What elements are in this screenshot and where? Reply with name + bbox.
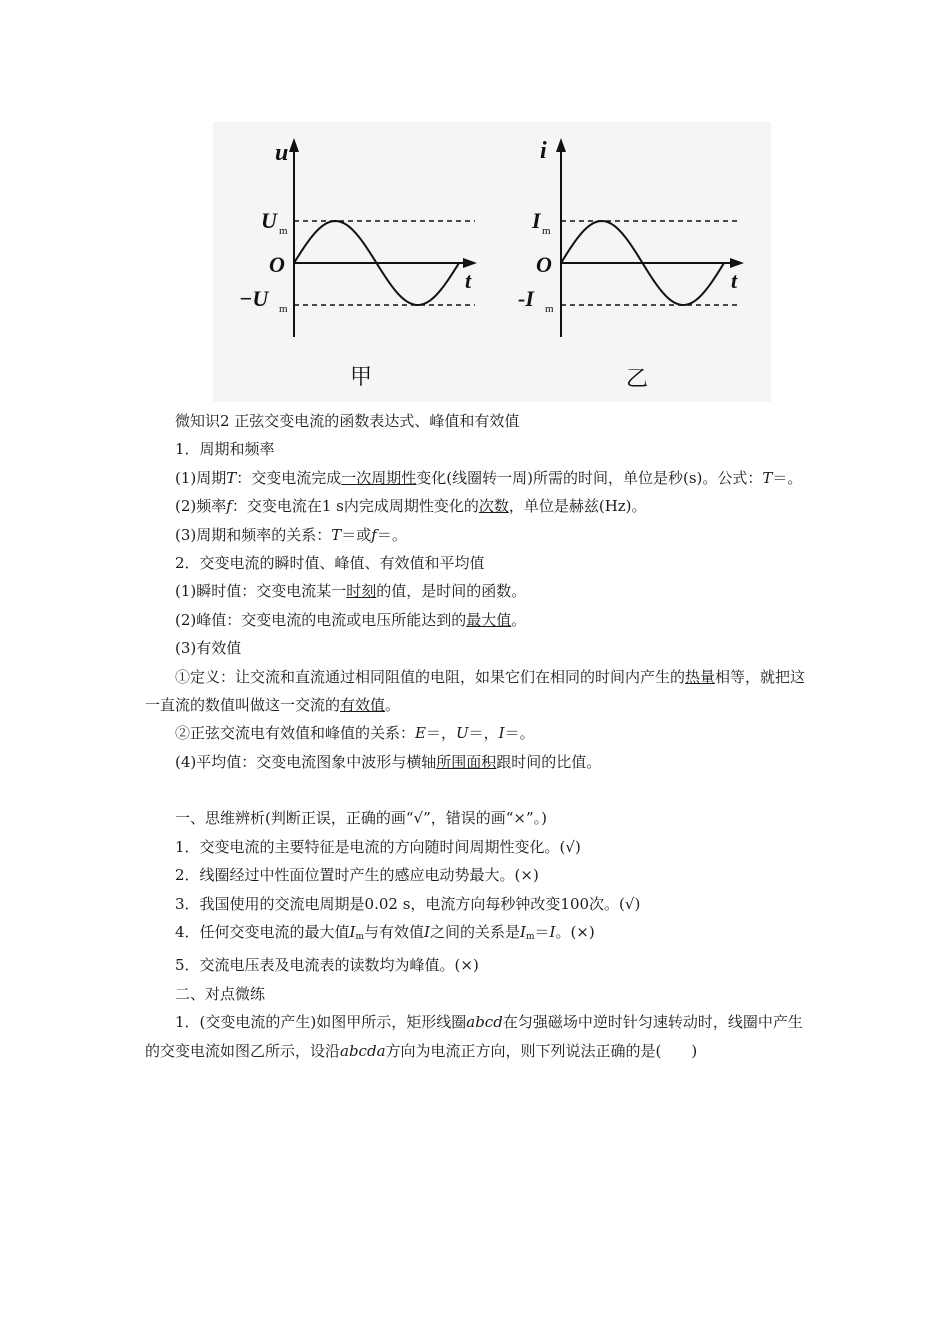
x-axis-label: t [731, 268, 738, 293]
graphs-svg [213, 122, 771, 402]
para-sine-relation: ②正弦交流电有效值和峰值的关系：E＝，U＝，I＝。 [175, 724, 535, 743]
peak-label-sub: m [542, 225, 551, 237]
heading-practice: 二、对点微练 [175, 984, 266, 1003]
x-axis-label: t [465, 268, 472, 293]
practice-question-1: 1．(交变电流的产生)如图甲所示，矩形线圈abcd在匀强磁场中逆时针匀速转动时，线圈中产生的交变电流如图乙所示，设沿abcda方向为电流正方向，则下列说法正确的是( ) [145, 1013, 803, 1060]
heading-judgement: 一、思维辨析(判断正误，正确的画“√”，错误的画“×”。) [175, 809, 548, 828]
y-axis-arrow [289, 138, 299, 152]
y-axis-arrow [556, 138, 566, 152]
para-peak: (2)峰值：交变电流的电流或电压所能达到的最大值。 [175, 610, 527, 629]
para-average: (4)平均值：交变电流图象中波形与横轴所围面积跟时间的比值。 [175, 752, 602, 771]
judgement-item-4: 4．任何交变电流的最大值$I_m$与有效值I之间的关系是$I_m=I$。(×) [175, 922, 595, 942]
para-effective: (3)有效值 [175, 639, 242, 658]
judgement-item-2: 2．线圈经过中性面位置时产生的感应电动势最大。(×) [175, 866, 539, 885]
x-axis-arrow [463, 258, 477, 268]
judgement-item-1: 1．交变电流的主要特征是电流的方向随时间周期性变化。(√) [175, 837, 581, 856]
neg-peak-label-sub: m [545, 303, 554, 315]
graph-yi [518, 138, 744, 392]
figure-ac-graphs [213, 122, 771, 402]
x-axis-arrow [730, 258, 744, 268]
peak-label-sub: m [279, 225, 288, 237]
para-definition: ①定义：让交流和直流通过相同阻值的电阻，如果它们在相同的时间内产生的热量相等，就把这一直流的数值叫做这一交流的有效值。 [145, 667, 806, 715]
section-title: 微知识2 正弦交变电流的函数表达式、峰值和有效值 [175, 412, 520, 430]
peak-label: I [532, 208, 541, 233]
peak-label: U [261, 208, 277, 233]
y-axis-label: i [540, 138, 547, 164]
caption-yi: 乙 [626, 367, 649, 392]
para-instantaneous: (1)瞬时值：交变电流某一时刻的值，是时间的函数。 [175, 582, 527, 601]
para-relation: (3)周期和频率的关系：T＝或f＝。 [175, 525, 407, 544]
neg-peak-label: -I [518, 286, 534, 311]
heading-period-frequency: 1．周期和频率 [175, 440, 275, 459]
y-axis-label: u [275, 140, 289, 166]
para-period: (1)周期T：交变电流完成一次周期性变化(线圈转一周)所需的时间，单位是秒(s)。公式：T＝。 [175, 468, 803, 487]
graph-jia [239, 138, 477, 390]
origin-label: O [536, 252, 552, 277]
judgement-item-3: 3．我国使用的交流电周期是0.02 s，电流方向每秒钟改变100次。(√) [175, 894, 641, 913]
neg-peak-label: −U [239, 286, 269, 311]
judgement-item-5: 5．交流电压表及电流表的读数均为峰值。(×) [175, 956, 479, 975]
caption-jia: 甲 [350, 365, 373, 390]
document-body [145, 407, 813, 1065]
heading-values: 2．交变电流的瞬时值、峰值、有效值和平均值 [175, 554, 485, 573]
para-frequency: (2)频率f：交变电流在1 s内完成周期性变化的次数，单位是赫兹(Hz)。 [175, 497, 647, 516]
neg-peak-label-sub: m [279, 303, 288, 315]
origin-label: O [269, 252, 285, 277]
